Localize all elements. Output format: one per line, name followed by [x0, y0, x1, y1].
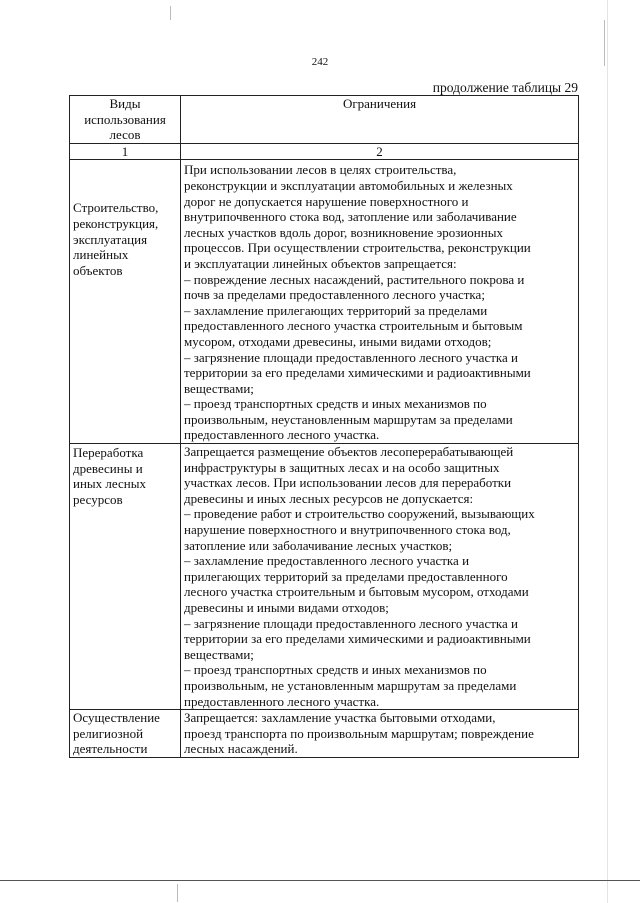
cell-line: внутрипочвенного стока вод, затопление или заболачивание: [184, 209, 517, 225]
column-number: 1: [70, 143, 181, 160]
cell-line: древесины и иных лесных ресурсов не допускается:: [184, 490, 474, 506]
cell-line: веществами;: [184, 646, 254, 662]
scan-edge-line: [607, 0, 608, 903]
usage-type-cell: [70, 444, 181, 710]
header-line: Ограничения: [342, 96, 417, 111]
cell-line: Переработка: [73, 445, 144, 461]
cell-line: – повреждение лесных насаждений, растительного покрова и: [184, 271, 525, 287]
cell-line: древесины и: [73, 460, 143, 476]
cell-line: лесного участка строительным и бытовым мусором, отходами: [184, 584, 529, 600]
cell-line: произвольным, неустановленным маршрутам за пределами: [184, 411, 513, 427]
cell-line: – захламление предоставленного лесного участка и: [184, 553, 470, 569]
scan-artifact-mark: [177, 884, 178, 902]
column-number-row: [70, 143, 579, 160]
cell-line: участках лесов. При использовании лесов для переработки: [184, 475, 512, 491]
cell-line: предоставленного лесного участка.: [184, 693, 380, 709]
usage-type-cell: [70, 160, 181, 444]
table-header-row: [70, 96, 579, 144]
cell-line: ресурсов: [73, 491, 123, 507]
cell-line: При использовании лесов в целях строительства,: [184, 162, 457, 178]
cell-line: – загрязнение площади предоставленного лесного участка и: [184, 349, 519, 365]
restrictions-cell: [181, 160, 579, 444]
cell-line: реконструкция,: [73, 215, 159, 231]
cell-line: Запрещается размещение объектов лесоперерабатывающей: [184, 444, 514, 460]
column-number: 2: [181, 143, 579, 160]
header-line: Виды: [109, 96, 141, 111]
table-row: [70, 160, 579, 444]
cell-line: предоставленного лесного участка строительным и бытовым: [184, 318, 523, 334]
header-line: использования: [84, 111, 166, 127]
cell-line: – проезд транспортных средств и иных механизмов по: [184, 396, 487, 412]
cell-line: произвольным, не установленным маршрутам за пределами: [184, 677, 517, 693]
header-cell-usage-type: [70, 96, 181, 144]
cell-line: территории за его пределами химическими и радиоактивными: [184, 631, 531, 647]
cell-line: эксплуатация: [73, 231, 148, 247]
cell-line: территории за его пределами химическими и радиоактивными: [184, 365, 531, 381]
cell-line: религиозной: [73, 725, 144, 741]
cell-line: деятельности: [73, 741, 148, 757]
table-row: [70, 710, 579, 758]
scan-bottom-line: [0, 880, 640, 881]
cell-line: прилегающих территорий за пределами предоставленного: [184, 568, 508, 584]
table-row: [70, 444, 579, 710]
cell-line: дорог не допускается нарушение поверхностного и: [184, 193, 469, 209]
header-cell-restrictions: [181, 96, 579, 144]
scan-artifact-mark: [604, 20, 605, 66]
cell-line: Осуществление: [73, 710, 160, 726]
cell-line: – захламление прилегающих территорий за пределами: [184, 302, 488, 318]
cell-line: иных лесных: [73, 476, 146, 492]
cell-line: и эксплуатации линейных объектов запрещается:: [184, 255, 457, 271]
cell-line: инфраструктуры в защитных лесах и на особо защитных: [184, 459, 500, 475]
page-number: 242: [311, 56, 329, 68]
cell-line: процессов. При осуществлении строительства, реконструкции: [184, 240, 531, 256]
cell-line: мусором, отходами древесины, иными видами отходов;: [184, 333, 492, 349]
cell-line: линейных: [73, 247, 129, 263]
cell-line: реконструкции и эксплуатации автомобильных и железных: [184, 177, 513, 193]
cell-line: веществами;: [184, 380, 254, 396]
cell-line: – загрязнение площади предоставленного лесного участка и: [184, 615, 519, 631]
cell-line: Запрещается: захламление участка бытовыми отходами,: [184, 710, 496, 726]
restrictions-cell: [181, 710, 579, 758]
table-continuation-label: продолжение таблицы 29: [432, 80, 578, 95]
cell-line: – проведение работ и строительство сооружений, вызывающих: [184, 506, 535, 522]
header-line: лесов: [109, 127, 141, 143]
scan-artifact-mark: [170, 6, 171, 20]
usage-type-cell: [70, 710, 181, 758]
restrictions-table: [69, 95, 579, 758]
cell-line: лесных насаждений.: [184, 741, 298, 757]
cell-line: – проезд транспортных средств и иных механизмов по: [184, 662, 487, 678]
cell-line: почв за пределами предоставленного лесного участка;: [184, 287, 485, 303]
cell-line: древесины и иными видами отходов;: [184, 600, 389, 615]
cell-line: предоставленного лесного участка.: [184, 427, 380, 443]
cell-line: нарушение поверхностного и внутрипочвенного стока вод,: [184, 522, 511, 538]
cell-line: Строительство,: [73, 200, 159, 216]
cell-line: объектов: [73, 262, 123, 278]
cell-line: лесных участков вдоль дорог, возникновение эрозионных: [184, 224, 503, 240]
cell-line: проезд транспорта по произвольным маршрутам; повреждение: [184, 725, 534, 741]
cell-line: затопление или заболачивание лесных участков;: [184, 537, 453, 553]
restrictions-cell: [181, 444, 579, 710]
